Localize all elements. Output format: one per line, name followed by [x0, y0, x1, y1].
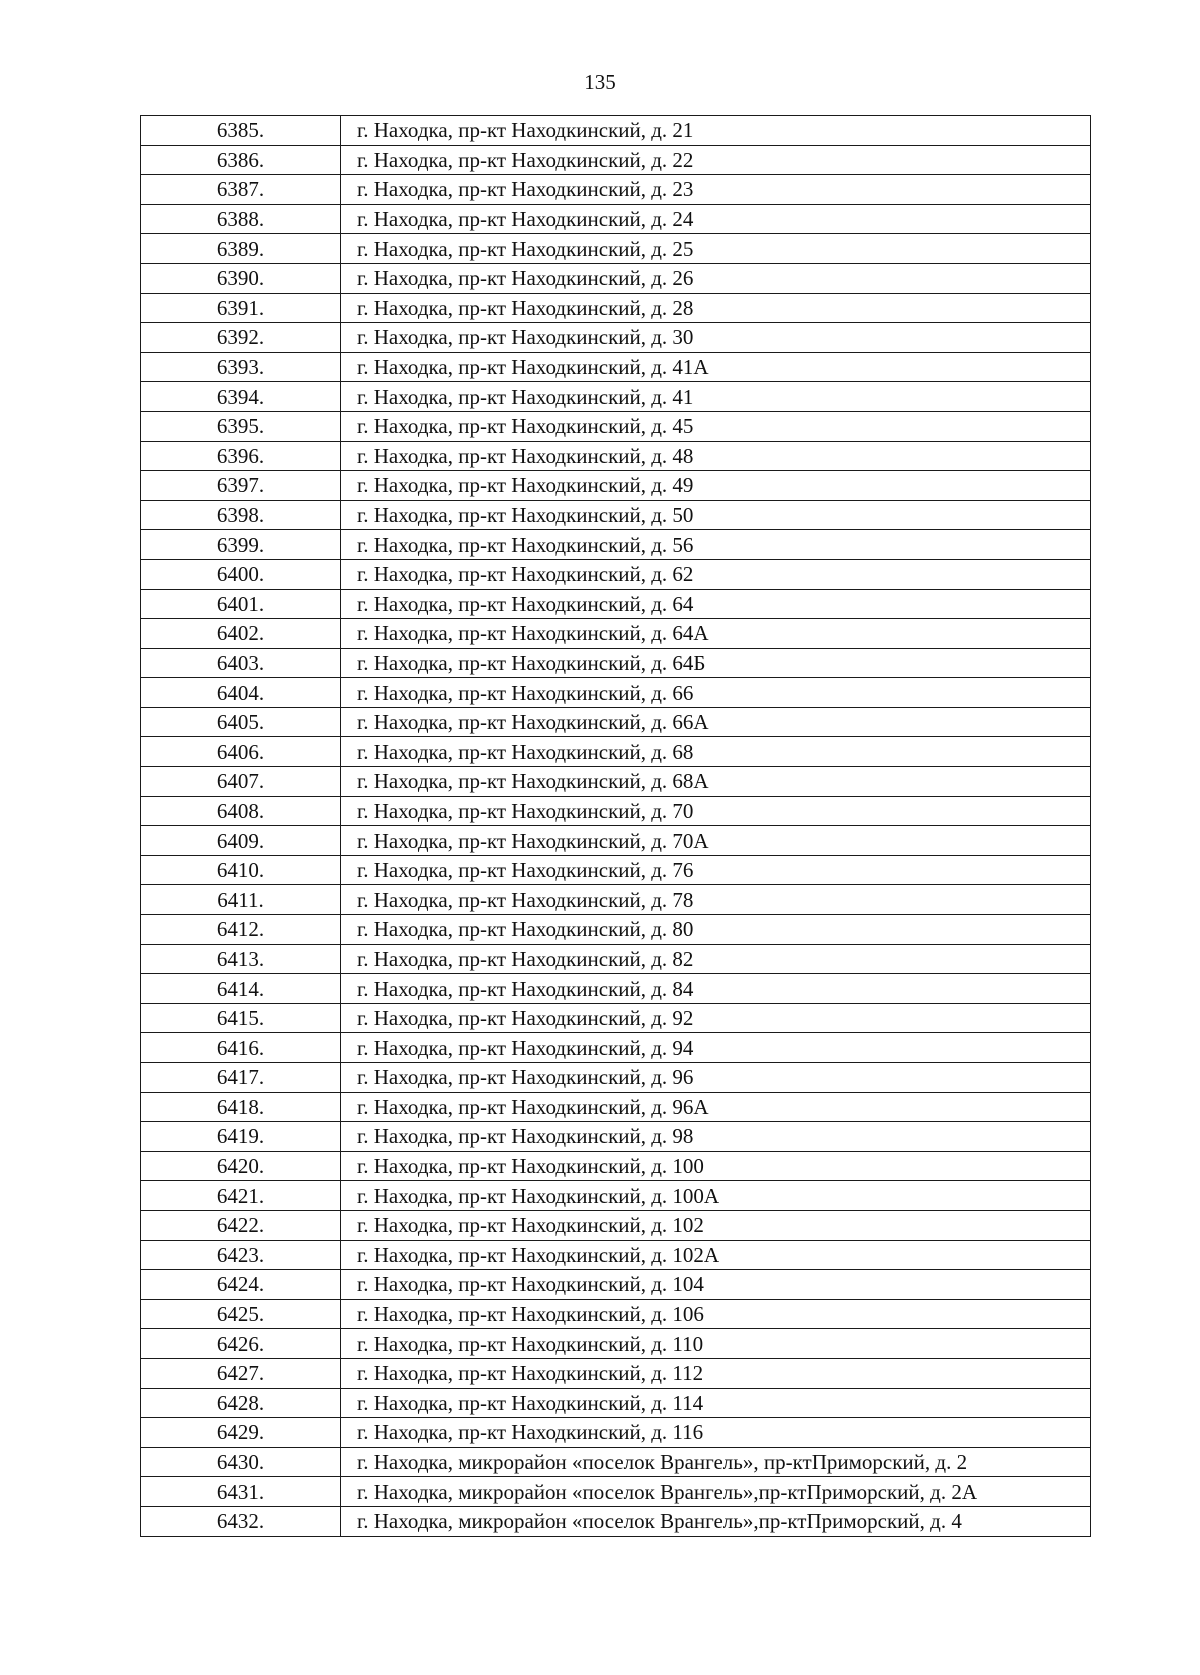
table-row: [141, 175, 1091, 205]
address-cell: г. Находка, пр-кт Находкинский, д. 41: [341, 382, 1091, 412]
row-number-cell: 6423.: [141, 1240, 341, 1270]
address-cell: г. Находка, пр-кт Находкинский, д. 100А: [341, 1181, 1091, 1211]
table-row: [141, 471, 1091, 501]
row-number-cell: 6393.: [141, 352, 341, 382]
row-number-cell: 6399.: [141, 530, 341, 560]
table-row: [141, 767, 1091, 797]
table-row: [141, 1122, 1091, 1152]
row-number-cell: 6389.: [141, 234, 341, 264]
address-cell: г. Находка, пр-кт Находкинский, д. 78: [341, 885, 1091, 915]
address-cell: г. Находка, пр-кт Находкинский, д. 28: [341, 293, 1091, 323]
table-row: [141, 737, 1091, 767]
address-cell: г. Находка, пр-кт Находкинский, д. 66: [341, 678, 1091, 708]
row-number-cell: 6403.: [141, 648, 341, 678]
row-number-cell: 6427.: [141, 1358, 341, 1388]
table-row: [141, 796, 1091, 826]
table-row: [141, 530, 1091, 560]
table-row: [141, 441, 1091, 471]
table-row: [141, 678, 1091, 708]
row-number-cell: 6428.: [141, 1388, 341, 1418]
table-row: [141, 1003, 1091, 1033]
address-cell: г. Находка, пр-кт Находкинский, д. 41А: [341, 352, 1091, 382]
row-number-cell: 6408.: [141, 796, 341, 826]
table-row: [141, 974, 1091, 1004]
row-number-cell: 6412.: [141, 915, 341, 945]
row-number-cell: 6417.: [141, 1063, 341, 1093]
row-number-cell: 6411.: [141, 885, 341, 915]
row-number-cell: 6416.: [141, 1033, 341, 1063]
table-row: [141, 411, 1091, 441]
row-number-cell: 6431.: [141, 1477, 341, 1507]
row-number-cell: 6410.: [141, 855, 341, 885]
address-cell: г. Находка, пр-кт Находкинский, д. 114: [341, 1388, 1091, 1418]
address-cell: г. Находка, пр-кт Находкинский, д. 25: [341, 234, 1091, 264]
row-number-cell: 6386.: [141, 145, 341, 175]
row-number-cell: 6402.: [141, 619, 341, 649]
row-number-cell: 6426.: [141, 1329, 341, 1359]
row-number-cell: 6430.: [141, 1447, 341, 1477]
table-row: [141, 855, 1091, 885]
address-cell: г. Находка, пр-кт Находкинский, д. 64: [341, 589, 1091, 619]
address-cell: г. Находка, микрорайон «поселок Врангель»,пр-ктПриморский, д. 2А: [341, 1477, 1091, 1507]
table-row: [141, 1329, 1091, 1359]
address-cell: г. Находка, пр-кт Находкинский, д. 49: [341, 471, 1091, 501]
table-row: [141, 1358, 1091, 1388]
table-row: [141, 382, 1091, 412]
address-cell: г. Находка, пр-кт Находкинский, д. 50: [341, 500, 1091, 530]
address-cell: г. Находка, пр-кт Находкинский, д. 48: [341, 441, 1091, 471]
table-row: [141, 944, 1091, 974]
table-row: [141, 707, 1091, 737]
table-row: [141, 145, 1091, 175]
address-cell: г. Находка, пр-кт Находкинский, д. 96: [341, 1063, 1091, 1093]
table-row: [141, 116, 1091, 146]
address-table: [140, 115, 1091, 1537]
row-number-cell: 6390.: [141, 263, 341, 293]
row-number-cell: 6397.: [141, 471, 341, 501]
row-number-cell: 6429.: [141, 1418, 341, 1448]
row-number-cell: 6400.: [141, 559, 341, 589]
row-number-cell: 6406.: [141, 737, 341, 767]
row-number-cell: 6391.: [141, 293, 341, 323]
row-number-cell: 6424.: [141, 1270, 341, 1300]
table-row: [141, 1210, 1091, 1240]
row-number-cell: 6387.: [141, 175, 341, 205]
address-cell: г. Находка, пр-кт Находкинский, д. 64Б: [341, 648, 1091, 678]
address-cell: г. Находка, пр-кт Находкинский, д. 106: [341, 1299, 1091, 1329]
address-cell: г. Находка, пр-кт Находкинский, д. 68: [341, 737, 1091, 767]
table-row: [141, 1447, 1091, 1477]
address-cell: г. Находка, пр-кт Находкинский, д. 102: [341, 1210, 1091, 1240]
row-number-cell: 6401.: [141, 589, 341, 619]
row-number-cell: 6394.: [141, 382, 341, 412]
table-row: [141, 323, 1091, 353]
row-number-cell: 6404.: [141, 678, 341, 708]
address-cell: г. Находка, пр-кт Находкинский, д. 92: [341, 1003, 1091, 1033]
row-number-cell: 6407.: [141, 767, 341, 797]
row-number-cell: 6421.: [141, 1181, 341, 1211]
table-row: [141, 293, 1091, 323]
address-cell: г. Находка, пр-кт Находкинский, д. 94: [341, 1033, 1091, 1063]
address-cell: г. Находка, пр-кт Находкинский, д. 100: [341, 1151, 1091, 1181]
row-number-cell: 6398.: [141, 500, 341, 530]
row-number-cell: 6413.: [141, 944, 341, 974]
address-cell: г. Находка, пр-кт Находкинский, д. 102А: [341, 1240, 1091, 1270]
table-row: [141, 589, 1091, 619]
address-cell: г. Находка, пр-кт Находкинский, д. 23: [341, 175, 1091, 205]
row-number-cell: 6420.: [141, 1151, 341, 1181]
table-row: [141, 1063, 1091, 1093]
row-number-cell: 6388.: [141, 204, 341, 234]
table-row: [141, 648, 1091, 678]
row-number-cell: 6414.: [141, 974, 341, 1004]
table-row: [141, 1181, 1091, 1211]
address-cell: г. Находка, пр-кт Находкинский, д. 22: [341, 145, 1091, 175]
table-row: [141, 1092, 1091, 1122]
row-number-cell: 6409.: [141, 826, 341, 856]
table-row: [141, 826, 1091, 856]
table-row: [141, 915, 1091, 945]
address-cell: г. Находка, пр-кт Находкинский, д. 56: [341, 530, 1091, 560]
table-row: [141, 1033, 1091, 1063]
table-row: [141, 1240, 1091, 1270]
table-row: [141, 1270, 1091, 1300]
address-cell: г. Находка, микрорайон «поселок Врангель», пр-ктПриморский, д. 2: [341, 1447, 1091, 1477]
table-row: [141, 352, 1091, 382]
row-number-cell: 6396.: [141, 441, 341, 471]
address-cell: г. Находка, пр-кт Находкинский, д. 21: [341, 116, 1091, 146]
row-number-cell: 6422.: [141, 1210, 341, 1240]
address-cell: г. Находка, микрорайон «поселок Врангель»,пр-ктПриморский, д. 4: [341, 1506, 1091, 1536]
address-cell: г. Находка, пр-кт Находкинский, д. 26: [341, 263, 1091, 293]
address-cell: г. Находка, пр-кт Находкинский, д. 82: [341, 944, 1091, 974]
row-number-cell: 6405.: [141, 707, 341, 737]
page-number: 135: [584, 70, 616, 94]
row-number-cell: 6392.: [141, 323, 341, 353]
address-cell: г. Находка, пр-кт Находкинский, д. 24: [341, 204, 1091, 234]
address-cell: г. Находка, пр-кт Находкинский, д. 84: [341, 974, 1091, 1004]
table-row: [141, 1477, 1091, 1507]
address-cell: г. Находка, пр-кт Находкинский, д. 98: [341, 1122, 1091, 1152]
table-row: [141, 500, 1091, 530]
address-cell: г. Находка, пр-кт Находкинский, д. 80: [341, 915, 1091, 945]
address-cell: г. Находка, пр-кт Находкинский, д. 110: [341, 1329, 1091, 1359]
address-cell: г. Находка, пр-кт Находкинский, д. 112: [341, 1358, 1091, 1388]
address-cell: г. Находка, пр-кт Находкинский, д. 64А: [341, 619, 1091, 649]
address-cell: г. Находка, пр-кт Находкинский, д. 68А: [341, 767, 1091, 797]
row-number-cell: 6432.: [141, 1506, 341, 1536]
address-cell: г. Находка, пр-кт Находкинский, д. 70: [341, 796, 1091, 826]
table-row: [141, 885, 1091, 915]
address-cell: г. Находка, пр-кт Находкинский, д. 66А: [341, 707, 1091, 737]
row-number-cell: 6385.: [141, 116, 341, 146]
table-row: [141, 559, 1091, 589]
table-row: [141, 619, 1091, 649]
table-row: [141, 1151, 1091, 1181]
table-row: [141, 1506, 1091, 1536]
address-table-container: [140, 115, 1090, 1537]
address-cell: г. Находка, пр-кт Находкинский, д. 116: [341, 1418, 1091, 1448]
table-row: [141, 234, 1091, 264]
address-cell: г. Находка, пр-кт Находкинский, д. 76: [341, 855, 1091, 885]
table-row: [141, 263, 1091, 293]
row-number-cell: 6395.: [141, 411, 341, 441]
address-cell: г. Находка, пр-кт Находкинский, д. 96А: [341, 1092, 1091, 1122]
table-row: [141, 1388, 1091, 1418]
row-number-cell: 6418.: [141, 1092, 341, 1122]
row-number-cell: 6415.: [141, 1003, 341, 1033]
table-row: [141, 1418, 1091, 1448]
table-row: [141, 1299, 1091, 1329]
address-cell: г. Находка, пр-кт Находкинский, д. 104: [341, 1270, 1091, 1300]
address-cell: г. Находка, пр-кт Находкинский, д. 62: [341, 559, 1091, 589]
row-number-cell: 6419.: [141, 1122, 341, 1152]
address-cell: г. Находка, пр-кт Находкинский, д. 30: [341, 323, 1091, 353]
address-cell: г. Находка, пр-кт Находкинский, д. 70А: [341, 826, 1091, 856]
address-cell: г. Находка, пр-кт Находкинский, д. 45: [341, 411, 1091, 441]
row-number-cell: 6425.: [141, 1299, 341, 1329]
address-table-body: [141, 116, 1091, 1537]
table-row: [141, 204, 1091, 234]
